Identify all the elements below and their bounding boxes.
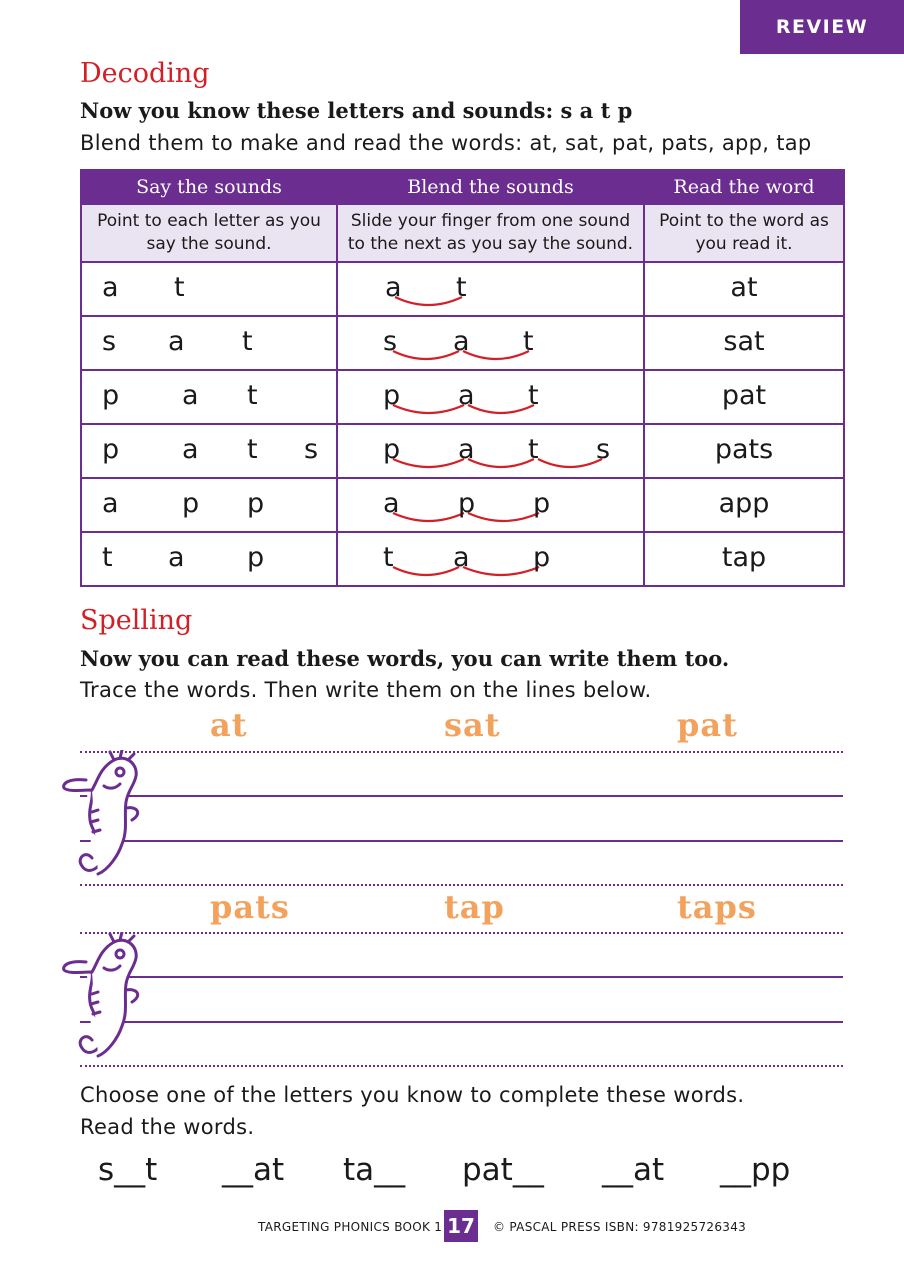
sound-letter: t: [247, 379, 258, 411]
spelling-instruction: Trace the words. Then write them on the lines below.: [80, 678, 652, 702]
table-row: [81, 532, 844, 586]
writing-line[interactable]: [80, 1021, 843, 1023]
trace-word: at: [210, 706, 248, 744]
decoding-subtitle: Now you know these letters and sounds: s a t p: [80, 98, 633, 123]
table-cell: [644, 478, 844, 532]
table-cell: [337, 370, 644, 424]
sound-letter: t: [102, 541, 113, 573]
table-cell: [644, 316, 844, 370]
blend-arc: [468, 513, 539, 521]
table-cell: [81, 316, 337, 370]
writing-line[interactable]: [80, 795, 843, 797]
sound-letter: p: [182, 487, 200, 519]
blend-letter: p: [533, 541, 551, 573]
blend-letter: p: [383, 379, 401, 411]
table-cell: [81, 262, 337, 316]
fill-in-word[interactable]: ta__: [343, 1152, 406, 1188]
blend-arc: [463, 567, 539, 575]
decoding-title: Decoding: [80, 58, 210, 89]
blend-arc: [395, 297, 462, 305]
table-cell: [337, 478, 644, 532]
blend-letter: p: [458, 487, 476, 519]
blend-arc: [463, 351, 529, 359]
table-cell: [644, 262, 844, 316]
dotted-guide-line: [80, 1065, 843, 1067]
sound-letter: a: [102, 487, 119, 519]
table-cell: [81, 424, 337, 478]
blend-arc: [393, 567, 459, 575]
sound-letter: a: [168, 541, 185, 573]
blend-letter: t: [383, 541, 394, 573]
blend-letter: a: [383, 487, 400, 519]
table-row: [81, 424, 844, 478]
blend-letter: a: [453, 325, 470, 357]
table-cell: [644, 532, 844, 586]
column-instruction: Slide your finger from one sound to the next as you say the sound.: [337, 204, 644, 262]
blend-letter: a: [453, 541, 470, 573]
footer-publisher: © PASCAL PRESS ISBN: 9781925726343: [493, 1220, 747, 1234]
sound-letter: t: [247, 433, 258, 465]
page-footer: [0, 1210, 904, 1246]
sound-letter: p: [247, 541, 265, 573]
trace-word: pat: [677, 706, 738, 744]
decoding-table: [80, 169, 845, 587]
table-row: [81, 370, 844, 424]
trace-word: sat: [444, 706, 501, 744]
sound-letter: a: [182, 433, 199, 465]
decoding-instruction: Blend them to make and read the words: at, sat, pat, pats, app, tap: [80, 131, 812, 155]
blend-arc: [393, 513, 464, 521]
sound-letter: t: [174, 271, 185, 303]
dotted-guide-line: [80, 884, 843, 886]
sound-letter: a: [102, 271, 119, 303]
dotted-guide-line: [80, 932, 843, 934]
blend-arcs: [338, 263, 638, 315]
read-instruction: Read the words.: [80, 1115, 255, 1139]
blend-arc: [468, 405, 534, 413]
blend-letter: t: [528, 433, 539, 465]
trace-word: pats: [210, 888, 290, 926]
blend-arc: [393, 405, 464, 413]
blend-letter: p: [533, 487, 551, 519]
column-instruction: Point to each letter as you say the sound.: [81, 204, 337, 262]
sound-letter: s: [102, 325, 117, 357]
blend-letter: t: [523, 325, 534, 357]
blend-letter: a: [458, 379, 475, 411]
sound-letter: s: [304, 433, 319, 465]
page-number: 17: [444, 1210, 478, 1242]
read-word: pat: [721, 379, 767, 411]
column-header: Blend the sounds: [337, 170, 644, 204]
dotted-guide-line: [80, 751, 843, 753]
read-word: app: [718, 487, 770, 519]
read-word: tap: [721, 541, 767, 573]
writing-line[interactable]: [80, 840, 843, 842]
trace-word: tap: [444, 888, 505, 926]
table-cell: [644, 370, 844, 424]
seahorse-icon: [58, 750, 148, 890]
blend-letter: a: [458, 433, 475, 465]
blend-letter: a: [385, 271, 402, 303]
table-cell: [81, 532, 337, 586]
sound-letter: a: [168, 325, 185, 357]
fill-in-word[interactable]: __at: [602, 1152, 665, 1188]
instruction-row: [81, 204, 844, 262]
sound-letter: p: [247, 487, 265, 519]
table-row: [81, 262, 844, 316]
read-word: sat: [723, 325, 765, 357]
sound-letter: p: [102, 379, 120, 411]
read-word: at: [730, 271, 758, 303]
column-header: Read the word: [644, 170, 844, 204]
read-word: pats: [714, 433, 774, 465]
table-cell: [337, 262, 644, 316]
table-cell: [337, 316, 644, 370]
blend-arc: [468, 459, 534, 467]
fill-in-word[interactable]: s__t: [98, 1152, 158, 1188]
blend-letter: s: [383, 325, 398, 357]
fill-in-word[interactable]: pat__: [462, 1152, 544, 1188]
table-cell: [337, 532, 644, 586]
table-cell: [81, 370, 337, 424]
fill-in-word[interactable]: __at: [222, 1152, 285, 1188]
sound-letter: a: [182, 379, 199, 411]
writing-line[interactable]: [80, 976, 843, 978]
table-header-row: [81, 170, 844, 204]
review-tab: REVIEW: [740, 0, 904, 54]
blend-letter: t: [456, 271, 467, 303]
table-row: [81, 316, 844, 370]
column-header: Say the sounds: [81, 170, 337, 204]
trace-word: taps: [677, 888, 757, 926]
choose-instruction: Choose one of the letters you know to complete these words.: [80, 1083, 745, 1107]
footer-book-title: TARGETING PHONICS BOOK 1: [258, 1220, 443, 1234]
column-instruction: Point to the word as you read it.: [644, 204, 844, 262]
blend-arc: [538, 459, 602, 467]
table-cell: [81, 478, 337, 532]
sound-letter: t: [242, 325, 253, 357]
fill-in-word[interactable]: __pp: [720, 1152, 791, 1188]
table-cell: [644, 424, 844, 478]
seahorse-icon: [58, 932, 148, 1072]
blend-letter: p: [383, 433, 401, 465]
sound-letter: p: [102, 433, 120, 465]
blend-arc: [393, 351, 459, 359]
spelling-title: Spelling: [80, 605, 193, 636]
table-row: [81, 478, 844, 532]
blend-letter: s: [596, 433, 611, 465]
table-cell: [337, 424, 644, 478]
spelling-subtitle: Now you can read these words, you can write them too.: [80, 646, 730, 671]
blend-letter: t: [528, 379, 539, 411]
blend-arc: [393, 459, 464, 467]
